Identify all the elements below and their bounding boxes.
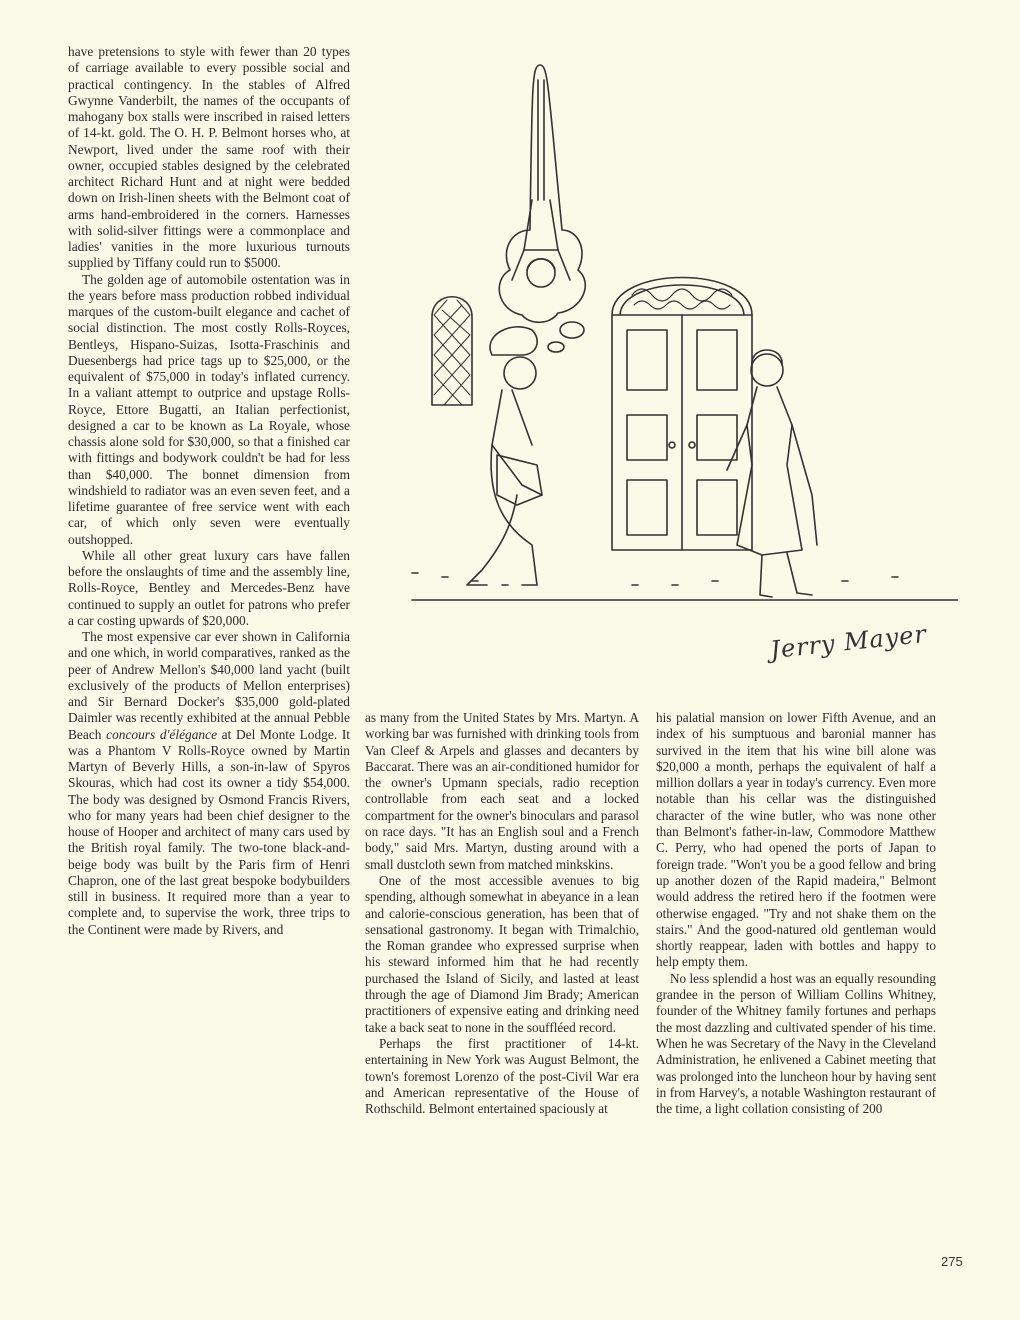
ornate-door [612, 278, 752, 551]
article-column-1 [68, 44, 350, 938]
paragraph: as many from the United States by Mrs. Martyn. A working bar was furnished with drinking tools from Van Cleef & Arpels and glasses and decanters by Baccarat. There was an air-conditioned humidor for the owner's Upmann specials, radio reception controllable from each seat and a locked compartment for the owner's binoculars and parasol on race days. "It has an English soul and a French body," said Mrs. Martyn, dusting around with a small dustcloth sewn from matched minkskins. [365, 710, 639, 872]
inverted-figure [512, 80, 570, 287]
thought-bubble [499, 65, 585, 322]
woman-figure [727, 350, 817, 597]
artist-signature: Jerry Mayer [768, 619, 929, 665]
paragraph: While all other great luxury cars have fallen before the onslaughts of time and the assembly line, Rolls-Royce, Bentley and Mercedes-Benz have continued to supply an outlet for patrons who prefer a car costing upwards of $20,000. [68, 547, 350, 628]
thought-dot [560, 322, 584, 338]
paragraph: Perhaps the first practitioner of 14-kt. entertaining in New York was August Belmont, the town's foremost Lorenzo of the post-Civil War era and American representative of the House of Rothschild. Belmont entertained spaciously at [365, 1035, 639, 1117]
paragraph [68, 629, 350, 938]
paragraph-text: at Del Monte Lodge. It was a Phantom V Rolls-Royce owned by Martin Martyn of Beverly Hills, a son-in-law of Spyros Skouras, which had cost its owner a tidy $54,000. The body was designed by Osmond Francis Rivers, who for many years had been chief designer to the house of Hooper and architect of many cars used by the British royal family. The two-tone black-and-beige body was built by the Paris firm of Henri Chapron, one of the last great bespoke bodybuilders still in business. It required more than a year to complete and, to supervise the work, three trips to the Continent were made by Rivers, and [68, 726, 350, 937]
article-column-2 [365, 710, 639, 1117]
paragraph: No less splendid a host was an equally resounding grandee in the person of William Collins Whitney, founder of the Whitney family fortunes and perhaps the most dazzling and cultivated spender of his time. When he was Secretary of the Navy in the Cleveland Administration, he enlivened a Cabinet meeting that was prolonged into the luncheon hour by having sent in from Harvey's, a notable Washington restaurant of the time, a light collation consisting of 200 [656, 970, 936, 1117]
paragraph-text: The most expensive car ever shown in California and one which, in world comparatives, ranked as the peer of Andrew Mellon's $40,000 land yacht (built exclusively of the products of Mellon enterprises) and Sir Bernard Docker's $35,000 gold-plated Daimler was recently exhibited at the annual Pebble Beach [68, 629, 350, 742]
page-number: 275 [941, 1254, 963, 1269]
article-column-3 [656, 710, 936, 1117]
man-figure [467, 327, 542, 585]
italic-phrase: concours d'élégance [106, 726, 218, 742]
paragraph: One of the most accessible avenues to big spending, although somewhat in abeyance in a lean and calorie-conscious generation, has been that of sensational gastronomy. It began with Trimalchio, the Roman grandee who expressed surprise when his steward informed him that he had recently purchased the Island of Sicily, and lasted at least through the age of Diamond Jim Brady; American practitioners of expensive eating and drinking need take a back seat to none in the souffléed record. [365, 872, 639, 1035]
arched-window [432, 297, 472, 405]
ground-dashes [412, 573, 902, 585]
thought-dot [548, 342, 564, 352]
cartoon-illustration [372, 25, 958, 665]
paragraph: his palatial mansion on lower Fifth Avenue, and an index of his sumptuous and baronial manner has survived in the item that his wine bill alone was $20,000 a month, perhaps the equivalent of half a million dollars a year in today's currency. Even more notable than his cellar was the distinguished character of the wine butler, who was none other than Belmont's father-in-law, Commodore Matthew C. Perry, who had opened the ports of Japan to foreign trade. "Won't you be a good fellow and bring up another dozen of the Rapid madeira," Belmont would address the retired hero if the footmen were otherwise engaged. "Try and not shake them on the stairs." And the good-natured old gentleman would shortly reappear, laden with bottles and happy to help empty them. [656, 710, 936, 970]
paragraph: have pretensions to style with fewer than 20 types of carriage available to every possible social and practical contingency. In the stables of Alfred Gwynne Vanderbilt, the names of the occupants of mahogany box stalls were inscribed in raised letters of 14-kt. gold. The O. H. P. Belmont horses who, at Newport, lived under the same roof with their owner, occupied stables designed by the celebrated architect Richard Hunt and at night were bedded down on Irish-linen sheets with the Belmont coat of arms hand-embroidered in the corners. Harnesses with solid-silver fittings were a commonplace and ladies' vanities in the more luxurious turnouts supplied by Tiffany could run to $5000. [68, 44, 350, 271]
paragraph: The golden age of automobile ostentation was in the years before mass production robbed individual marques of the custom-built elegance and cachet of social distinction. The most costly Rolls-Royces, Bentleys, Hispano-Suizas, Isotta-Fraschinis and Duesenbergs had price tags up to $25,000, or the equivalent of $75,000 in today's inflated currency. In a valiant attempt to outprice and upstage Rolls-Royce, Ettore Bugatti, an Italian perfectionist, designed a car to be known as La Royale, whose chassis alone sold for $30,000, so that a finished car with fittings and bodywork couldn't be had for less than $40,000. The bonnet dimension from windshield to radiator was an even seven feet, and a lifetime guarantee of free service went with each car, of which only seven were eventually outshopped. [68, 271, 350, 547]
